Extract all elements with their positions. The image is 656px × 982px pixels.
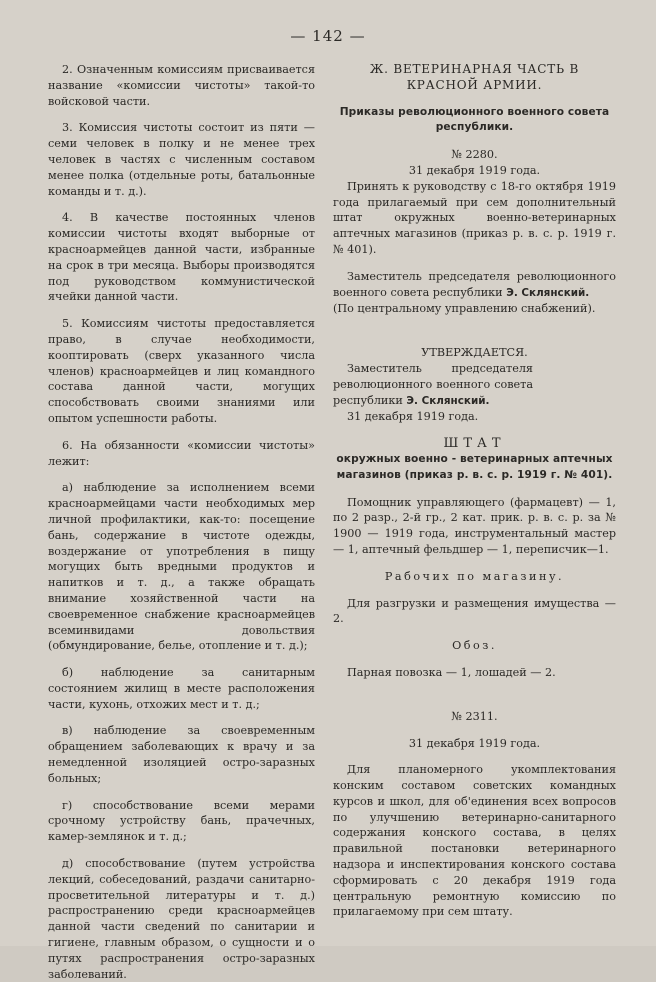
signature-name: Э. Склянский. (506, 286, 590, 299)
paragraph-6: 6. На обязанности «комиссии чистоты» лежит: (48, 438, 315, 468)
order-2-date: 31 декабря 1919 года. (408, 736, 541, 750)
orders-heading: Приказы революционного военного совета республики. (339, 105, 610, 134)
shtat-heading: ШТАТ (443, 436, 506, 452)
paragraph-2: 2. Означенным комиссиям присваивается название «комиссии чистоты» такой-то войсковой части. (48, 63, 315, 108)
paragraph-4: 4. В качестве постоянных членов комиссии чистоты входят выборные от красноармейцев данной части, избранные на срок в три месяца. Выборы производятся под руководством коммунистической ячейки данной части. (48, 211, 315, 304)
signature-title: Заместитель председателя революционного военного совета республики (333, 269, 616, 299)
order-1-note: (По центральному управлению снабжений). (333, 302, 596, 316)
shtat-text: Помощник управляющего (фармацевт) — 1, по 2 разр., 2-й гр., 2 кат. прик. р. в. с. р. за № 1900 — 1919 года, инструментальный мастер — 1, аптечный фельдшер — 1, переписчик—1. (333, 495, 616, 556)
item-a: а) наблюдение за исполнением всеми красноармейцами части необходимых мер личной профилактики, как-то: посещение бань, содержание в чистоте одежды, воздержание от употребления в пищу могущих быть вредными продуктов и напитков и т. д., а также обращать внимание хозяйственной части на своевременное снабжение красноармейцев всеминвидами довольствия (обмундирование, белье, отопление и т. д.); (48, 481, 315, 653)
right-column (333, 62, 616, 920)
oboz-text: Парная повозка — 1, лошадей — 2. (347, 665, 556, 679)
paragraph-5: 5. Комиссиям чистоты предоставляется право, в случае необходимости, кооптировать (сверх указанного числа членов) красноармейцев и лиц командного состава данной части, могущих способствовать своими знаниями или опытом успешности работы. (48, 317, 315, 425)
approved-signature (333, 361, 533, 409)
order-1-number: № 2280. (451, 148, 498, 162)
shtat-title: окружных военно - ветеринарных аптечных магазинов (приказ р. в. с. р. 1919 г. № 401). (336, 452, 613, 481)
signature-name: Э. Склянский. (406, 394, 490, 407)
page-number: — 142 — (290, 27, 366, 45)
order-2-number: № 2311. (451, 709, 498, 723)
workers-text: Для разгрузки и размещения имущества — 2. (333, 596, 616, 626)
item-b: б) наблюдение за санитарным состоянием жилищ в месте расположения части, кухонь, отхожих мест и т. д.; (48, 666, 315, 711)
signature-title: Заместитель председателя революционного военного совета республики (333, 361, 533, 407)
paragraph-3: 3. Комиссия чистоты состоит из пяти — семи человек в полку и не менее трех человек в частях с численным составом менее полка (отдельные роты, батальонные команды и т. д.). (48, 121, 315, 198)
item-d: д) способствование (путем устройства лекций, собеседований, раздачи санитарно-просветительной литературы и т. д.) распространению среди красноармейцев данной части сведений по санитарии и гигиене, главным образом, о сущности и о путях распространения остро-заразных заболеваний. (48, 857, 315, 981)
section-heading: Ж. ВЕТЕРИНАРНАЯ ЧАСТЬ В КРАСНОЙ АРМИИ. (369, 62, 580, 92)
item-v: в) наблюдение за своевременным обращением заболевающих к врачу и за немедленной изоляцией остро-заразных больных; (48, 724, 315, 785)
approved-date: 31 декабря 1919 года. (347, 410, 479, 424)
order-1-text: Принять к руководству с 18-го октября 1919 года прилагаемый при сем дополнительный штат окружных военно-ветеринарных аптечных магазинов (приказ р. в. с. р. 1919 г. № 401). (333, 179, 616, 256)
workers-heading: Рабочих по магазину. (384, 569, 565, 583)
order-2-text: Для планомерного укомплектования конским составом советских командных курсов и школ, для об'единения всех вопросов по улучшению ветеринарно-санитарного содержания конского состава, в целях правильной постановки ветеринарного надзора и инспектирования конского состава сформировать с 20 декабря 1919 года центральную ремонтную комиссию по прилагаемому при сем штату. (333, 763, 616, 919)
order-1-signature (333, 269, 616, 302)
approved-heading: УТВЕРЖДАЕТСЯ. (421, 346, 528, 360)
order-1-date: 31 декабря 1919 года. (408, 163, 541, 177)
left-column (48, 62, 315, 982)
oboz-heading: Обоз. (452, 639, 497, 653)
item-g: г) способствование всеми мерами срочному устройству бань, прачечных, камер-землянок и т. д.; (48, 798, 315, 844)
